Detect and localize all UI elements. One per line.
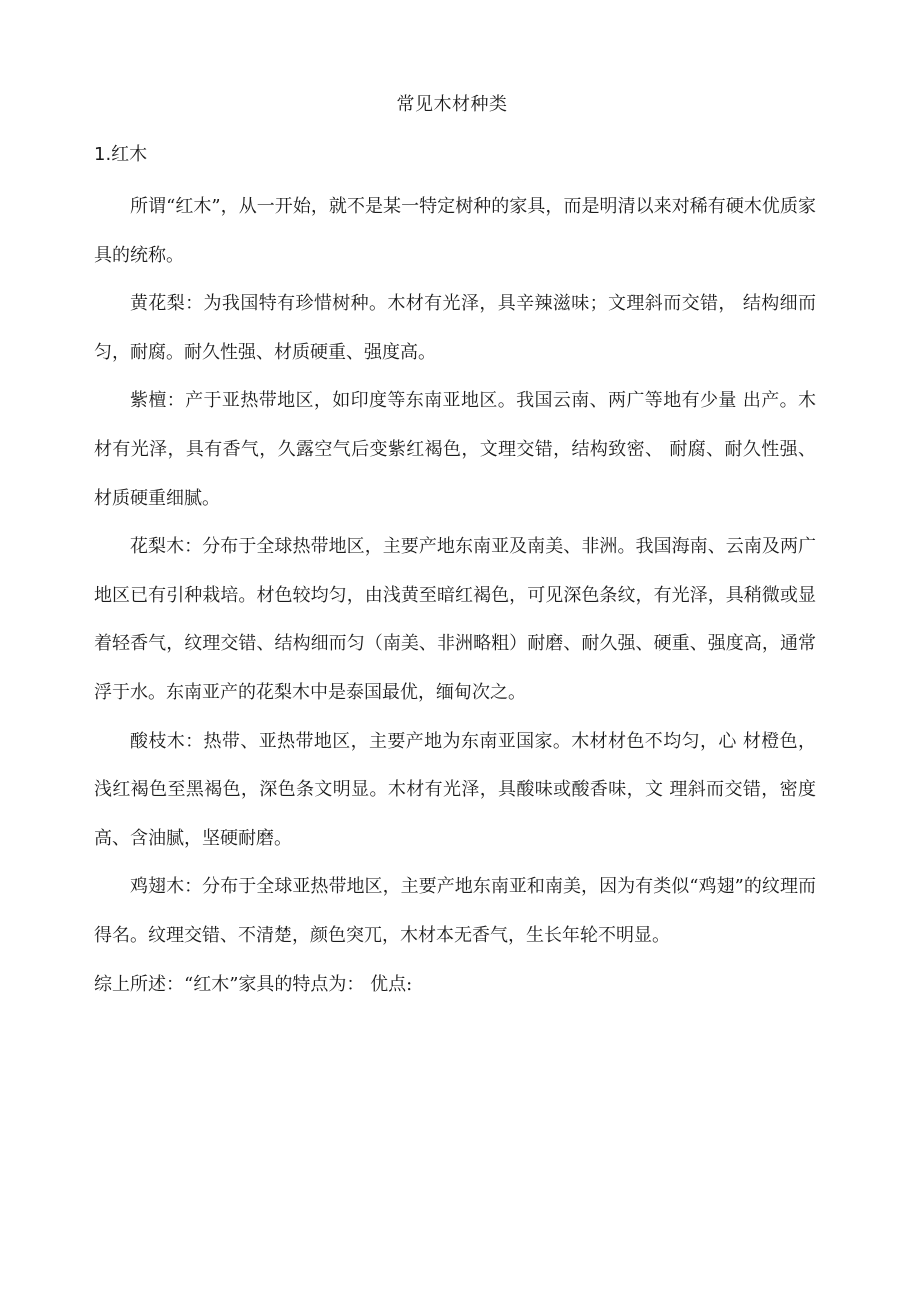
paragraph-hualimu: 花梨木：分布于全球热带地区，主要产地东南亚及南美、非洲。我国海南、云南及两广地区已有引种栽培。材色较均匀，由浅黄至暗红褐色，可见深色条纹，有光泽，具稍微或显着轻香气，纹理交错、结构细而匀（南美、非洲略粗）耐磨、耐久强、硬重、强度高，通常浮于水。东南亚产的花梨木中是泰国最优，缅甸次之。 bbox=[94, 536, 816, 703]
paragraph-zitan: 紫檀：产于亚热带地区，如印度等东南亚地区。我国云南、两广等地有少量 出产。木材有光泽，具有香气，久露空气后变紫红褐色，文理交错，结构致密、 耐腐、耐久性强、材质硬重细腻。 bbox=[94, 390, 816, 509]
paragraph-summary: 综上所述：“红木”家具的特点为： 优点: bbox=[94, 973, 413, 995]
paragraph-intro: 所谓“红木”，从一开始，就不是某一特定树种的家具，而是明清以来对稀有硬木优质家具的统称。 bbox=[94, 196, 816, 266]
paragraph-suanzhimu: 酸枝木：热带、亚热带地区，主要产地为东南亚国家。木材材色不均匀，心 材橙色，浅红褐色至黑褐色，深色条文明显。木材有光泽，具酸味或酸香味，文 理斜而交错，密度高、含油腻，坚硬耐磨。 bbox=[94, 730, 816, 849]
document-title: 常见木材种类 bbox=[396, 94, 508, 115]
document-body bbox=[94, 183, 816, 1009]
paragraph-huanghuali: 黄花梨：为我国特有珍惜树种。木材有光泽，具辛辣滋味；文理斜而交错， 结构细而匀，耐腐。耐久性强、材质硬重、强度高。 bbox=[94, 293, 816, 363]
paragraph-jichimu: 鸡翅木：分布于全球亚热带地区，主要产地东南亚和南美，因为有类似“鸡翅”的纹理而得名。纹理交错、不清楚，颜色突兀，木材本无香气，生长年轮不明显。 bbox=[94, 876, 816, 946]
section-heading: 1.红木 bbox=[94, 144, 148, 165]
